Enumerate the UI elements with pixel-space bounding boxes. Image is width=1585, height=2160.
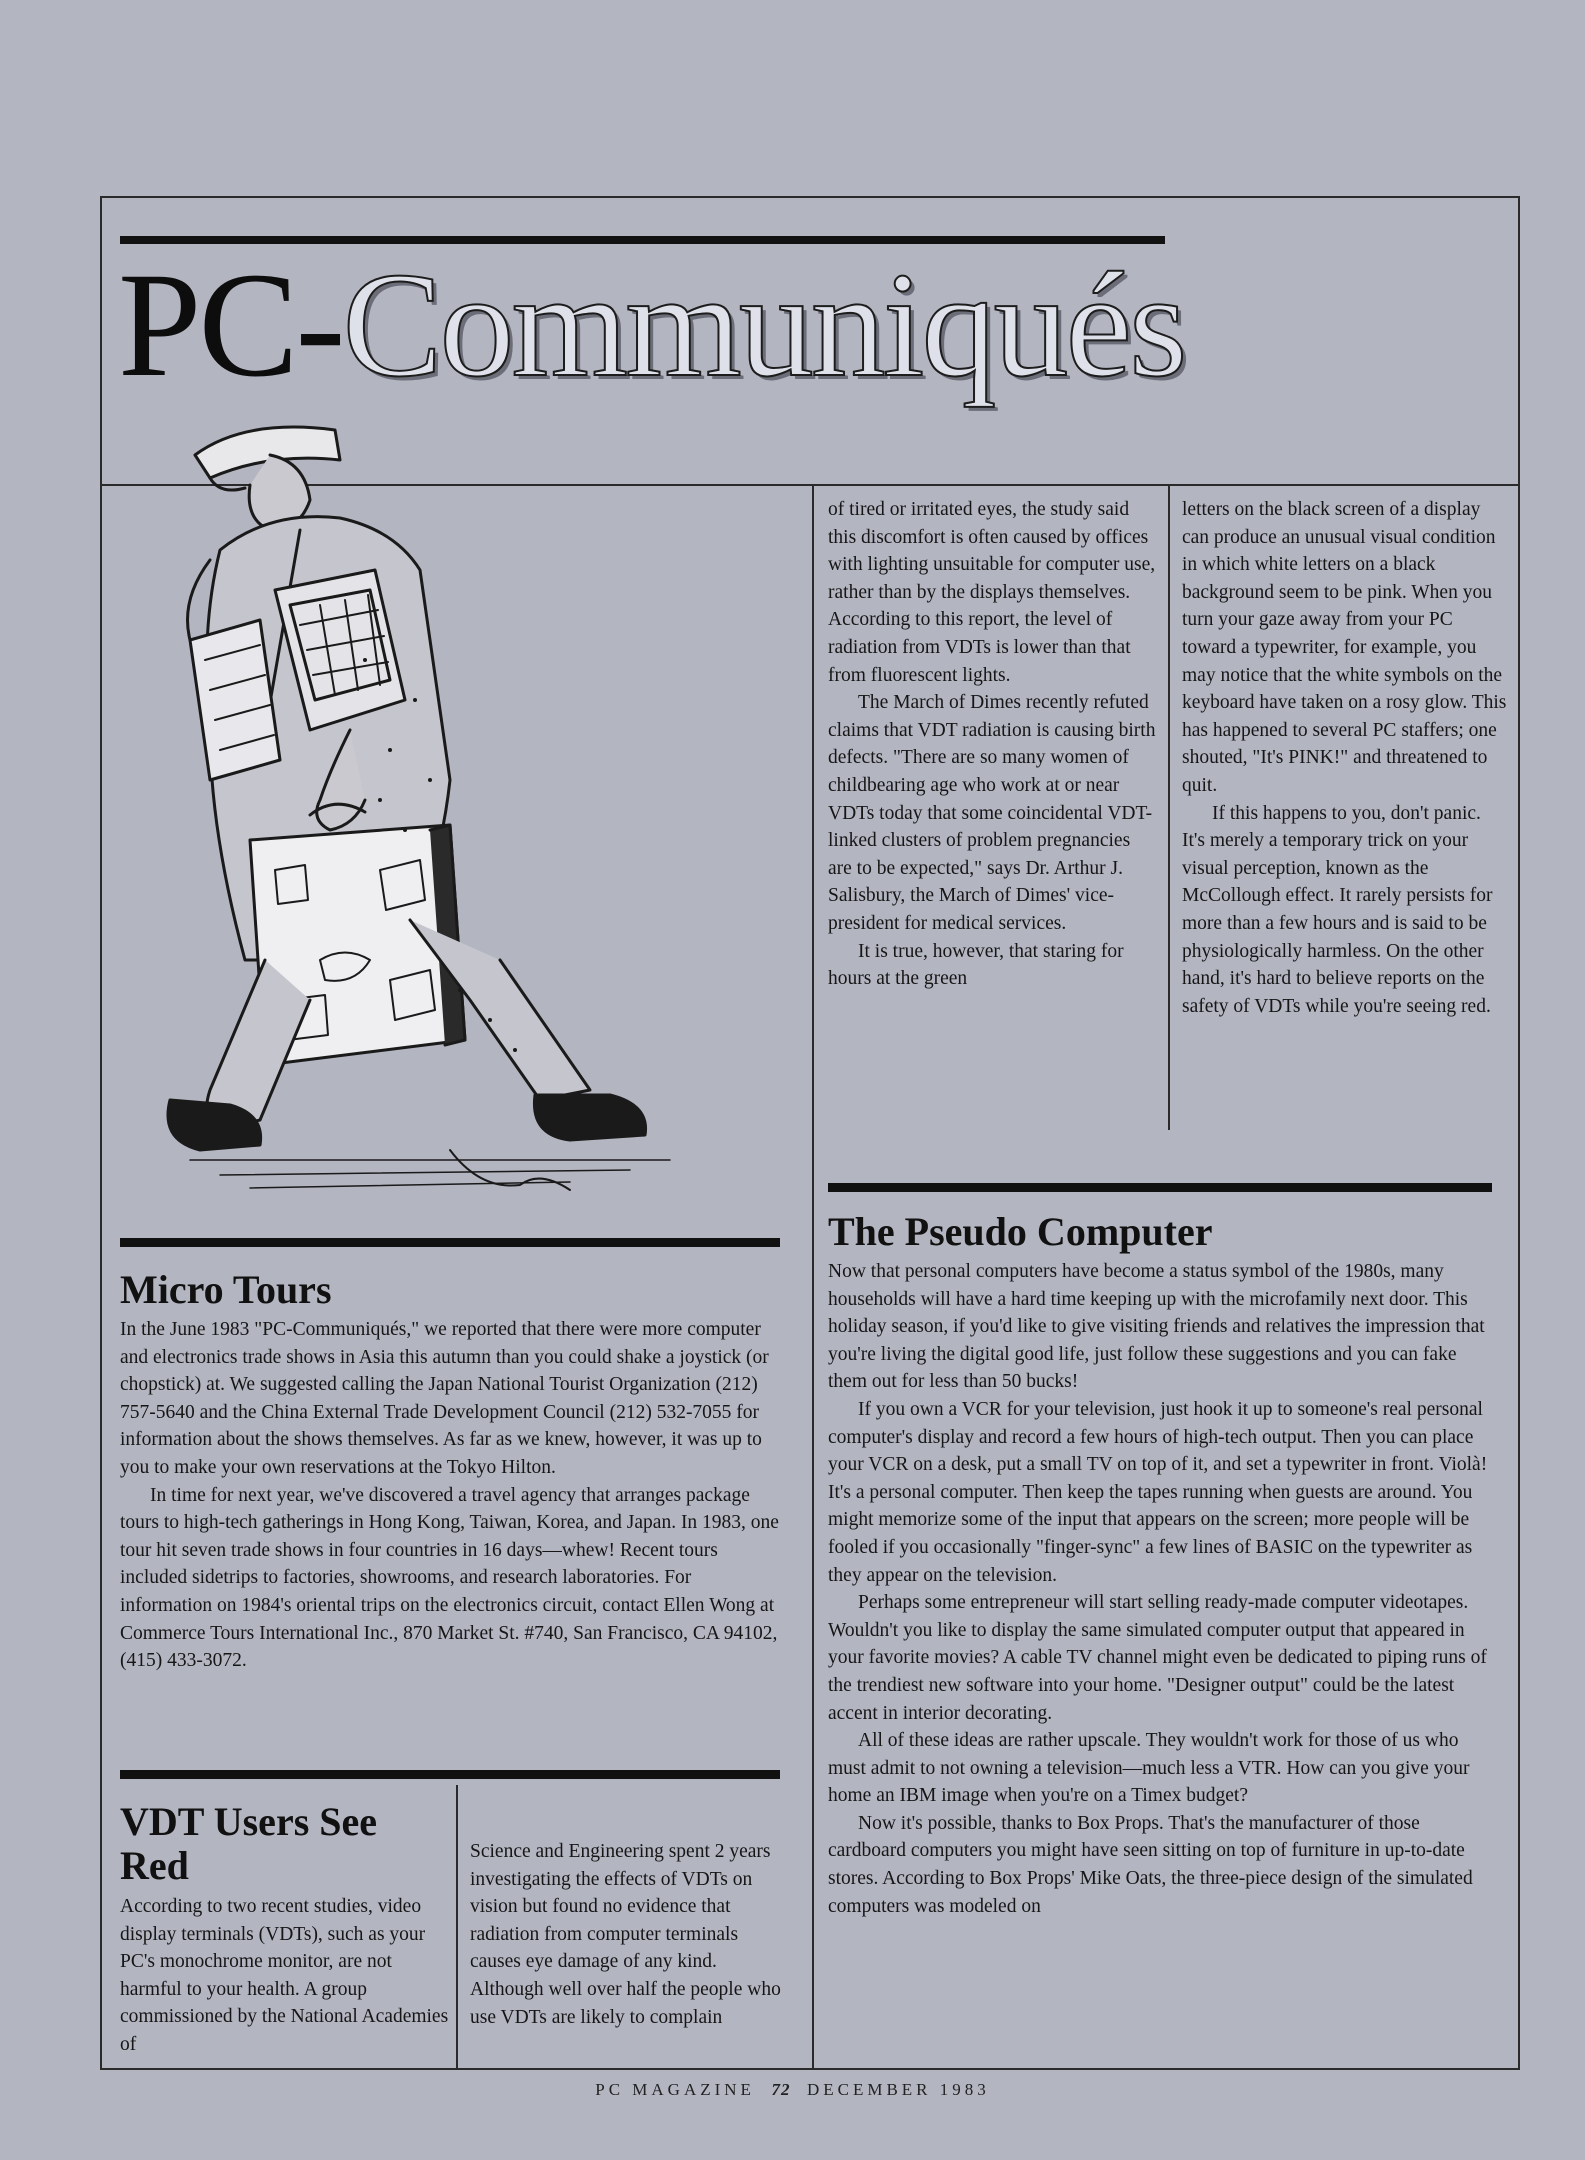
vdt-red-col1 (120, 1893, 450, 2059)
paragraph: Now that personal computers have become a status symbol of the 1980s, many households will have a hard time keeping up with the microfamily next door. This holiday season, if you'd like to give visiting friends and relatives the impression that you're living the digital good life, just follow these suggestions and you can fake them out for less than 50 bucks! (828, 1261, 1485, 1393)
paragraph: Now it's possible, thanks to Box Props. That's the manufacturer of those cardboard computers you might have seen sitting on top of furniture in up-to-date stores. According to Box Props' Mike Oats, the three-piece design of the simulated computers was modeled on (828, 1812, 1473, 1917)
paragraph: According to two recent studies, video display terminals (VDTs), such as your PC's monochrome monitor, are not harmful to your health. A group commissioned by the National Academies of (120, 1896, 449, 2055)
paragraph: Perhaps some entrepreneur will start selling ready-made computer videotapes. Wouldn't you like to display the same simulated computer output that appeared in your favorite movies? A cable TV channel might even be dedicated to piping runs of the trendiest new software into your home. "Designer output" could be the latest accent in interior decorating. (828, 1592, 1487, 1724)
column-divider (456, 1785, 458, 2070)
page-number: 72 (771, 2080, 791, 2099)
pseudo-computer-body (828, 1258, 1498, 1920)
pseudo-computer-headline: The Pseudo Computer (828, 1209, 1213, 1254)
eyes-article-col2 (1182, 496, 1507, 1020)
masthead (118, 242, 1185, 408)
section-rule (120, 1770, 780, 1779)
paragraph: In time for next year, we've discovered a travel agency that arranges package tours to high-tech gatherings in Hong Kong, Taiwan, Korea, and Japan. In 1983, one tour hit seven trade shows in four countries in 16 days—whew! Recent tours included sidetrips to factories, showrooms, and research laboratories. For information on 1984's oriental trips on the electronics circuit, contact Ellen Wong at Commerce Tours International Inc., 870 Market St. #740, San Francisco, CA 94102, (415) 433-3072. (120, 1484, 779, 1672)
footer-date: DECEMBER 1983 (806, 2080, 990, 2099)
section-rule (828, 1183, 1492, 1192)
micro-tours-body (120, 1316, 780, 1675)
vdt-red-headline: VDT Users See Red (120, 1799, 378, 1888)
paragraph: of tired or irritated eyes, the study said this discomfort is often caused by offices with lighting unsuitable for computer use, rather than by the displays themselves. According to this report, the level of radiation from VDTs is lower than that from fluorescent lights. (828, 499, 1156, 686)
paragraph: It is true, however, that staring for hours at the green (828, 940, 1124, 990)
column-divider (1168, 484, 1170, 1130)
vdt-red-col2 (470, 1838, 782, 2031)
paragraph: If this happens to you, don't panic. It's merely a temporary trick on your visual perception, known as the McCollough effect. It rarely persists for more than a few hours and is said to be physiologically harmless. On the other hand, it's hard to believe reports on the safety of VDTs while you're seeing red. (1182, 802, 1493, 1017)
paragraph: All of these ideas are rather upscale. They wouldn't work for those of us who must admit to not owning a television—much less a VTR. How can you give your home an IBM image when you're on a Timex budget? (828, 1730, 1470, 1807)
section-rule (120, 1238, 780, 1247)
footer-magazine: PC MAGAZINE (595, 2080, 755, 2099)
paragraph: If you own a VCR for your television, just hook it up to someone's real personal computer's display and record a few hours of high-tech output. Then you can place your VCR on a desk, put a small TV on top of it, and set a typewriter in front. Violà! It's a personal computer. Then keep the tapes running when guests are around. You might memorize some of the input that appears on the screen; more people will be fooled if you occasionally "finger-sync" a few lines of BASIC on the typewriter as they appear on the television. (828, 1398, 1488, 1586)
paragraph: letters on the black screen of a display can produce an unusual visual condition in which white letters on a black background seem to be pink. When you turn your gaze away from your PC toward a typewriter, for example, you may notice that the white symbols on the keyboard have taken on a rosy glow. This has happened to several PC staffers; one shouted, "It's PINK!" and threatened to quit. (1182, 499, 1507, 796)
paragraph: In the June 1983 "PC-Communiqués," we reported that there were more computer and electronics trade shows in Asia this autumn than you could shake a joystick (or chopstick) at. We suggested calling the Japan National Tourist Organization (212) 757-5640 and the China External Trade Development Council (212) 532-7055 for information about the shows themselves. As far as we knew, however, it was up to you to make your own reservations at the Tokyo Hilton. (120, 1319, 769, 1478)
paragraph: The March of Dimes recently refuted claims that VDT radiation is causing birth defects. "There are so many women of childbearing age who work at or near VDTs today that some coincidental VDT-linked clusters of problem pregnancies are to be expected," says Dr. Arthur J. Salisbury, the March of Dimes' vice-president for medical services. (828, 692, 1156, 934)
bellhop-illustration (150, 400, 780, 1200)
eyes-article-col1 (828, 496, 1158, 993)
masthead-title: Communiqués (342, 242, 1185, 408)
column-divider (812, 484, 814, 2070)
page-footer (0, 2080, 1585, 2100)
micro-tours-headline: Micro Tours (120, 1267, 332, 1312)
paragraph: Science and Engineering spent 2 years investigating the effects of VDTs on vision but found no evidence that radiation from computer terminals causes eye damage of any kind. Although well over half the people who use VDTs are likely to complain (470, 1841, 781, 2028)
masthead-prefix: PC- (118, 242, 343, 408)
